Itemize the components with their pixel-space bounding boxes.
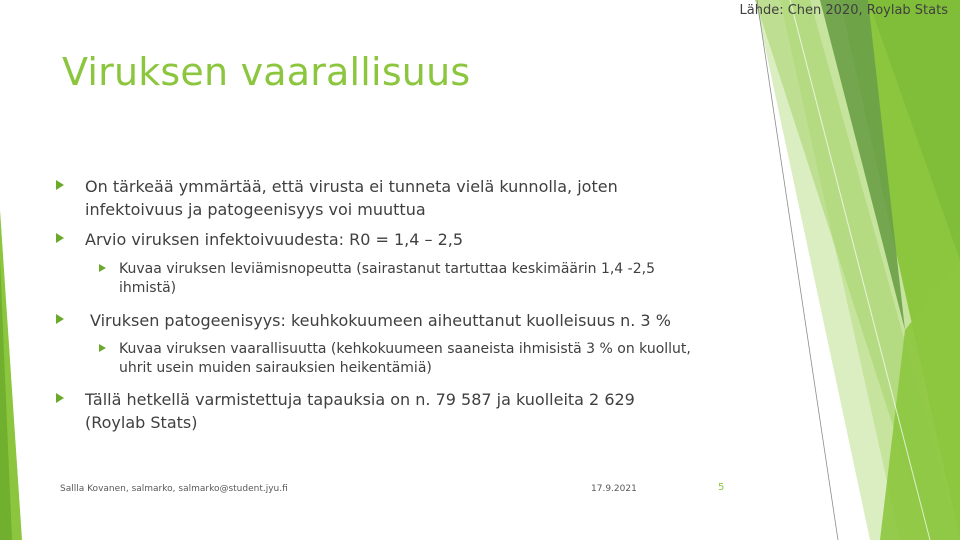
footer-author: Sallla Kovanen, salmarko, salmarko@student.jyu.fi — [60, 484, 288, 494]
bullet-text: On tärkeää ymmärtää, että virusta ei tunneta vielä kunnolla, joten infektoivuus ja patogeenisyys voi muuttua — [85, 177, 618, 219]
bullet-text: Arvio viruksen infektoivuudesta: R0 = 1,4 – 2,5 — [85, 230, 464, 249]
bullet-item — [56, 388, 685, 434]
bullet-arrow-icon — [56, 393, 64, 403]
bullet-item — [56, 309, 690, 332]
bullet-arrow-icon — [56, 314, 64, 324]
bullet-item — [56, 228, 685, 251]
sub-bullet-item — [99, 340, 709, 378]
bullet-item — [56, 175, 685, 221]
sub-bullet-item — [99, 260, 709, 298]
source-note: Lähde: Chen 2020, Roylab Stats — [739, 3, 948, 18]
bullet-arrow-icon — [56, 180, 64, 190]
slide-title: Viruksen vaarallisuus — [62, 50, 471, 94]
sub-bullet-text: Kuvaa viruksen leviämisnopeutta (sairastanut tartuttaa keskimäärin 1,4 -2,5 ihmistä) — [119, 261, 655, 296]
footer-date: 17.9.2021 — [591, 484, 637, 494]
bullet-text: Viruksen patogeenisyys: keuhkokuumeen aiheuttanut kuolleisuus n. 3 % — [90, 311, 671, 330]
bullet-text: Tällä hetkellä varmistettuja tapauksia on n. 79 587 ja kuolleita 2 629 (Roylab Stats) — [85, 390, 635, 432]
page-number: 5 — [718, 482, 725, 493]
bullet-arrow-icon — [56, 233, 64, 243]
sub-bullet-text: Kuvaa viruksen vaarallisuutta (kehkokuumeen saaneista ihmisistä 3 % on kuollut, uhrit usein muiden sairauksien heikentämiä) — [119, 341, 691, 376]
bullet-arrow-icon — [99, 264, 106, 272]
bullet-arrow-icon — [99, 344, 106, 352]
